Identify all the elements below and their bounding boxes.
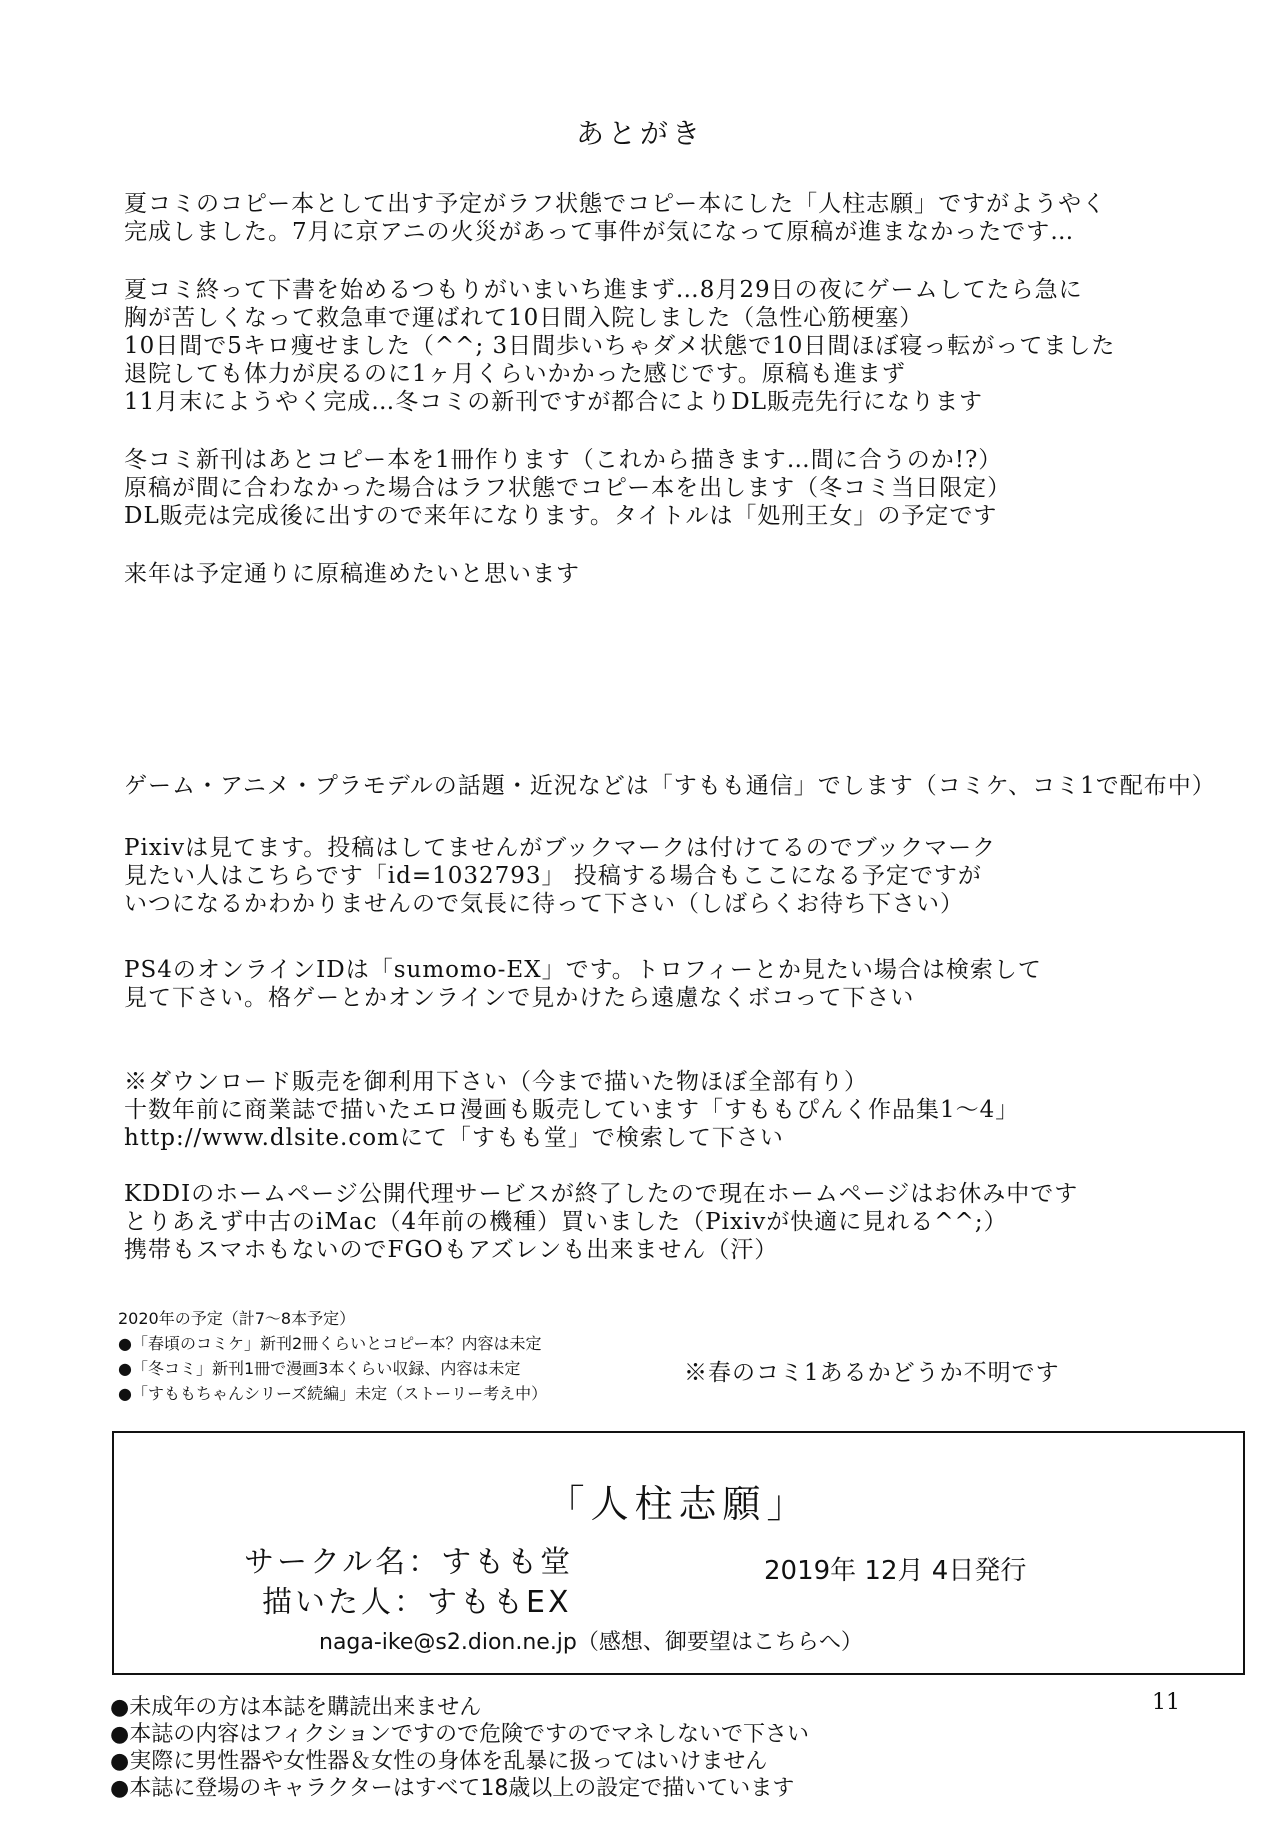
text-line: 胸が苦しくなって救急車で運ばれて10日間入院しました（急性心筋梗塞） [124,305,924,331]
warning-item: ●本誌の内容はフィクションですので危険ですのでマネしないで下さい [110,1722,809,1747]
text-line: http://www.dlsite.comにて「すもも堂」で検索して下さい [124,1125,784,1151]
page-title: あとがき [575,117,704,150]
text-line: 冬コミ新刊はあとコピー本を1冊作ります（これから描きます…間に合うのか!?） [124,447,1003,473]
text-line: 携帯もスマホもないのでFGOもアズレンも出来ません（汗） [124,1237,779,1263]
text-line: PS4のオンラインIDは「sumomo-EX」です。トロフィーとか見たい場合は検索して [124,957,1042,983]
text-line: 見たい人はこちらです「id=1032793」 投稿する場合もここになる予定ですが [124,863,982,889]
text-line: 夏コミのコピー本として出す予定がラフ状態でコピー本にした「人柱志願」ですがようやく [124,191,1107,217]
book-title: 「人柱志願」 [546,1482,811,1526]
text-line: 来年は予定通りに原稿進めたいと思います [124,561,580,587]
paragraph-1 [124,190,1224,246]
text-line: 見て下さい。格ゲーとかオンラインで見かけたら遠慮なくボコって下さい [124,985,915,1011]
info-paragraph-ps4 [124,956,1224,1012]
page-number: 11 [1152,1690,1180,1715]
paragraph-4 [124,560,1224,588]
info-paragraph-download [124,1068,1224,1152]
author-name: 描いた人：すももEX [262,1585,572,1620]
text-line: いつになるかわかりませんので気長に待って下さい（しばらくお待ち下さい） [124,891,964,917]
text-line: 10日間で5キロ痩せました（^^; 3日間歩いちゃダメ状態で10日間ほぼ寝っ転がってました [124,333,1116,359]
text-line: ゲーム・アニメ・プラモデルの話題・近況などは「すもも通信」でします（コミケ、コミ1で配布中） [124,773,1216,799]
text-line: DL販売は完成後に出すので来年になります。タイトルは「処刑王女」の予定です [124,503,998,529]
schedule-item: ●「春頃のコミケ」新刊2冊くらいとコピー本？内容は未定 [118,1334,542,1353]
schedule-note: ※春のコミ1あるかどうか不明です [684,1360,1060,1386]
text-line: 退院しても体力が戻るのに1ヶ月くらいかかった感じです。原稿も進まず [124,361,906,387]
text-line: 夏コミ終って下書を始めるつもりがいまいち進まず…8月29日の夜にゲームしてたら急に [124,277,1083,303]
text-line: とりあえず中古のiMac（4年前の機種）買いました（Pixivが快適に見れる^^;） [124,1209,1008,1235]
schedule-heading: 2020年の予定（計7～8本予定） [118,1309,356,1328]
warning-list [110,1694,1010,1802]
info-paragraph-pixiv [124,834,1224,918]
warning-item: ●本誌に登場のキャラクターはすべて18歳以上の設定で描いています [110,1776,795,1801]
circle-name: サークル名：すもも堂 [244,1545,574,1580]
text-line: 11月末にようやく完成…冬コミの新刊ですが都合によりDL販売先行になります [124,389,983,415]
text-line: 原稿が間に合わなかった場合はラフ状態でコピー本を出します（冬コミ当日限定） [124,475,1012,501]
info-paragraph-1 [124,772,1224,800]
contact-email: naga-ike@s2.dion.ne.jp（感想、御要望はこちらへ） [319,1630,863,1655]
text-line: ※ダウンロード販売を御利用下さい（今まで描いた物ほぼ全部有り） [124,1069,868,1095]
paragraph-3 [124,446,1224,530]
text-line: 十数年前に商業誌で描いたエロ漫画も販売しています「すももぴんく作品集1～4」 [124,1097,1020,1123]
text-line: KDDIのホームページ公開代理サービスが終了したので現在ホームページはお休み中です [124,1181,1079,1207]
text-line: 完成しました。7月に京アニの火災があって事件が気になって原稿が進まなかったです… [124,219,1075,245]
warning-item: ●実際に男性器や女性器＆女性の身体を乱暴に扱ってはいけません [110,1749,768,1774]
publish-date: 2019年 12月 4日発行 [764,1556,1027,1586]
schedule-item: ●「すももちゃんシリーズ続編」未定（ストーリー考え中） [118,1384,548,1403]
schedule-item: ●「冬コミ」新刊1冊で漫画3本くらい収録、内容は未定 [118,1359,521,1378]
text-line: Pixivは見てます。投稿はしてませんがブックマークは付けてるのでブックマーク [124,835,997,861]
warning-item: ●未成年の方は本誌を購読出来ません [110,1695,482,1720]
info-paragraph-homepage [124,1180,1224,1264]
paragraph-2 [124,276,1224,416]
colophon-box [112,1431,1245,1675]
